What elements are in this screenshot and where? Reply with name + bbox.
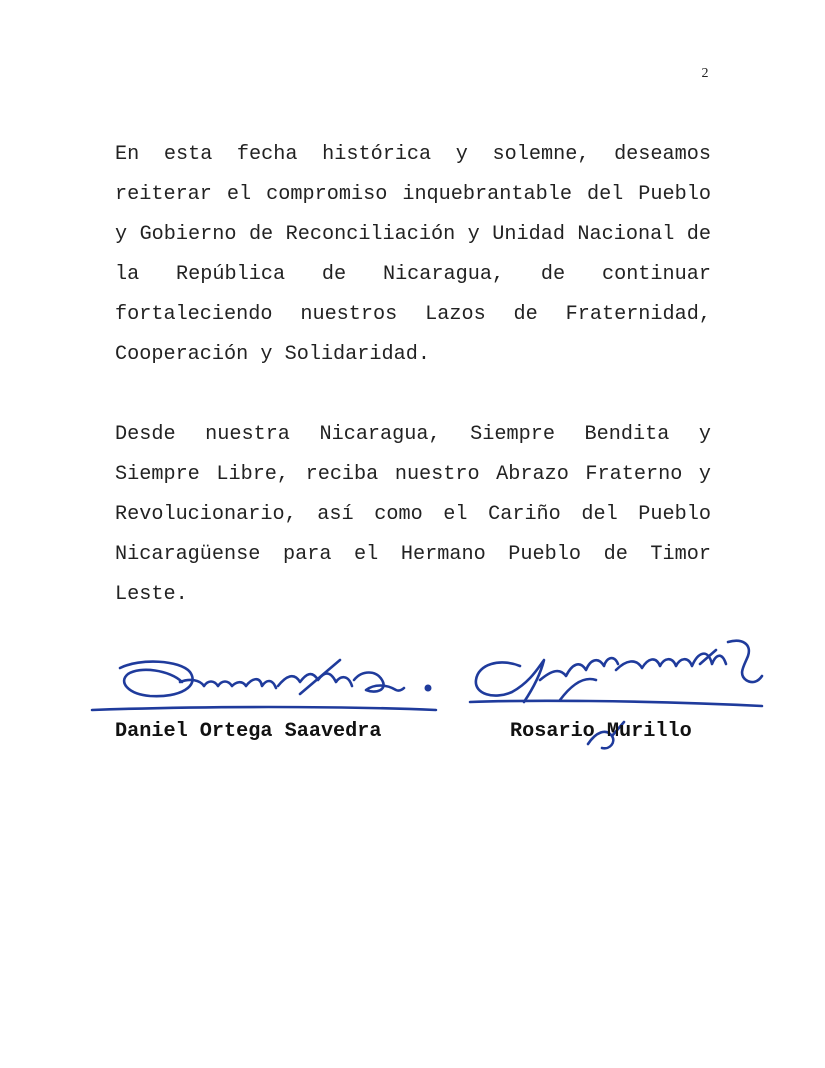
paragraph-greeting: Desde nuestra Nicaragua, Siempre Bendita y Siempre Libre, reciba nuestro Abrazo Fraterno y Revolucionario, así como el Cariño del Pueblo Nicaragüense para el Hermano Pueblo de Timor Leste. [115, 423, 711, 606]
signature-block [0, 630, 825, 760]
signature-daniel-ortega [92, 660, 436, 710]
paragraph-commitment: En esta fecha histórica y solemne, deseamos reiterar el compromiso inquebrantable del Pueblo y Gobierno de Reconciliación y Unidad Nacional de la República de Nicaragua, de continuar fortaleciendo nuestros Lazos de Fraternidad, Cooperación y Solidaridad. [115, 143, 711, 366]
signatory-name-left: Daniel Ortega Saavedra [115, 720, 382, 743]
page-number: 2 [701, 66, 709, 81]
signatory-name-right: Rosario Murillo [510, 720, 692, 743]
